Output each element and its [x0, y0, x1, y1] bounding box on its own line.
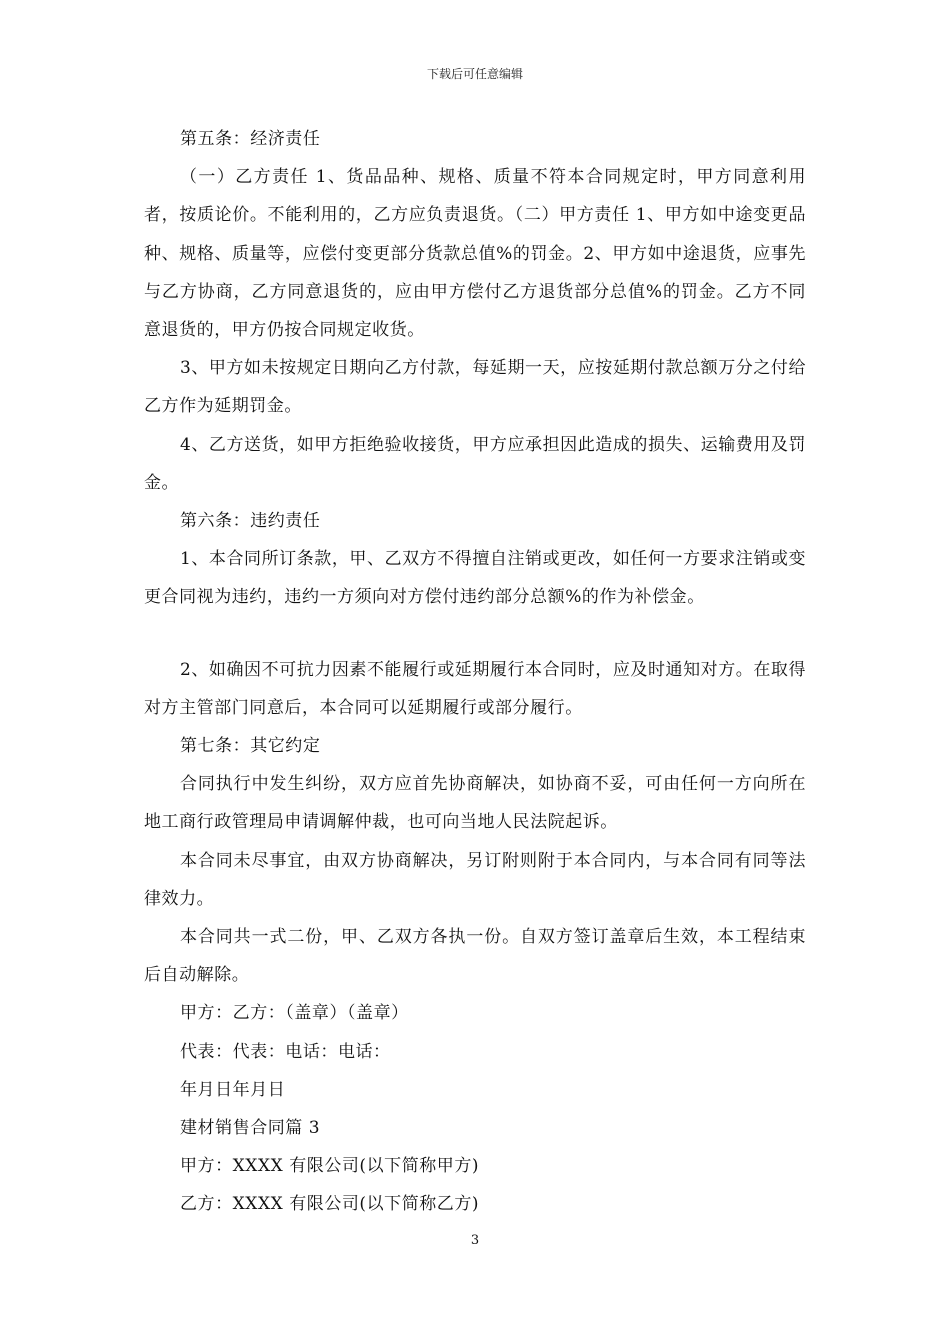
article-5-paragraph-4: 4、乙方送货，如甲方拒绝验收接货，甲方应承担因此造成的损失、运输费用及罚金。 — [144, 434, 806, 493]
article-5-paragraph-1: （一）乙方责任 1、货品品种、规格、质量不符本合同规定时，甲方同意利用者，按质论价。不能利用的，乙方应负责退货。（二）甲方责任 1、甲方如中途变更品种、规格、质量等，应偿付变更部分货款总值%的罚金。2、甲方如中途退货，应事先与乙方协商，乙方同意退货的，应由甲方偿付乙方退货部分总值%的罚金。乙方不同意退货的，甲方仍按合同规定收货。 — [144, 167, 806, 341]
article-5-paragraph-3: 3、甲方如未按规定日期向乙方付款，每延期一天，应按延期付款总额万分之付给乙方作为延期罚金。 — [144, 358, 806, 417]
article-6-paragraph-2: 2、如确因不可抗力因素不能履行或延期履行本合同时，应及时通知对方。在取得对方主管部门同意后，本合同可以延期履行或部分履行。 — [144, 659, 806, 718]
paragraph-gap — [144, 617, 806, 651]
signature-parties: 甲方：乙方：（盖章）（盖章） — [180, 1003, 409, 1024]
page-number: 3 — [470, 1233, 480, 1248]
contract-3-title: 建材销售合同篇 3 — [180, 1118, 321, 1139]
article-7-paragraph-1: 合同执行中发生纠纷，双方应首先协商解决，如协商不妥，可由任何一方向所在地工商行政管理局申请调解仲裁，也可向当地人民法院起诉。 — [144, 774, 806, 833]
article-5-heading: 第五条：经济责任 — [180, 129, 321, 149]
contract-3-party-b: 乙方：XXXX 有限公司(以下简称乙方) — [180, 1194, 480, 1215]
document-body — [144, 120, 806, 1224]
article-7-paragraph-2: 本合同未尽事宜，由双方协商解决，另订附则附于本合同内，与本合同有同等法律效力。 — [144, 850, 806, 909]
article-6-paragraph-1: 1、本合同所订条款，甲、乙双方不得擅自注销或更改，如任何一方要求注销或变更合同视为违约，违约一方须向对方偿付违约部分总额%的作为补偿金。 — [144, 549, 806, 608]
article-7-paragraph-3: 本合同共一式二份，甲、乙双方各执一份。自双方签订盖章后生效，本工程结束后自动解除。 — [144, 927, 806, 986]
contract-3-party-a: 甲方：XXXX 有限公司(以下简称甲方) — [180, 1156, 480, 1177]
article-6-heading: 第六条：违约责任 — [180, 511, 321, 532]
page-header-note: 下载后可任意编辑 — [426, 67, 523, 81]
signature-dates: 年月日年月日 — [180, 1079, 286, 1100]
signature-representatives: 代表：代表：电话：电话： — [180, 1041, 391, 1062]
article-7-heading: 第七条：其它约定 — [180, 736, 321, 757]
